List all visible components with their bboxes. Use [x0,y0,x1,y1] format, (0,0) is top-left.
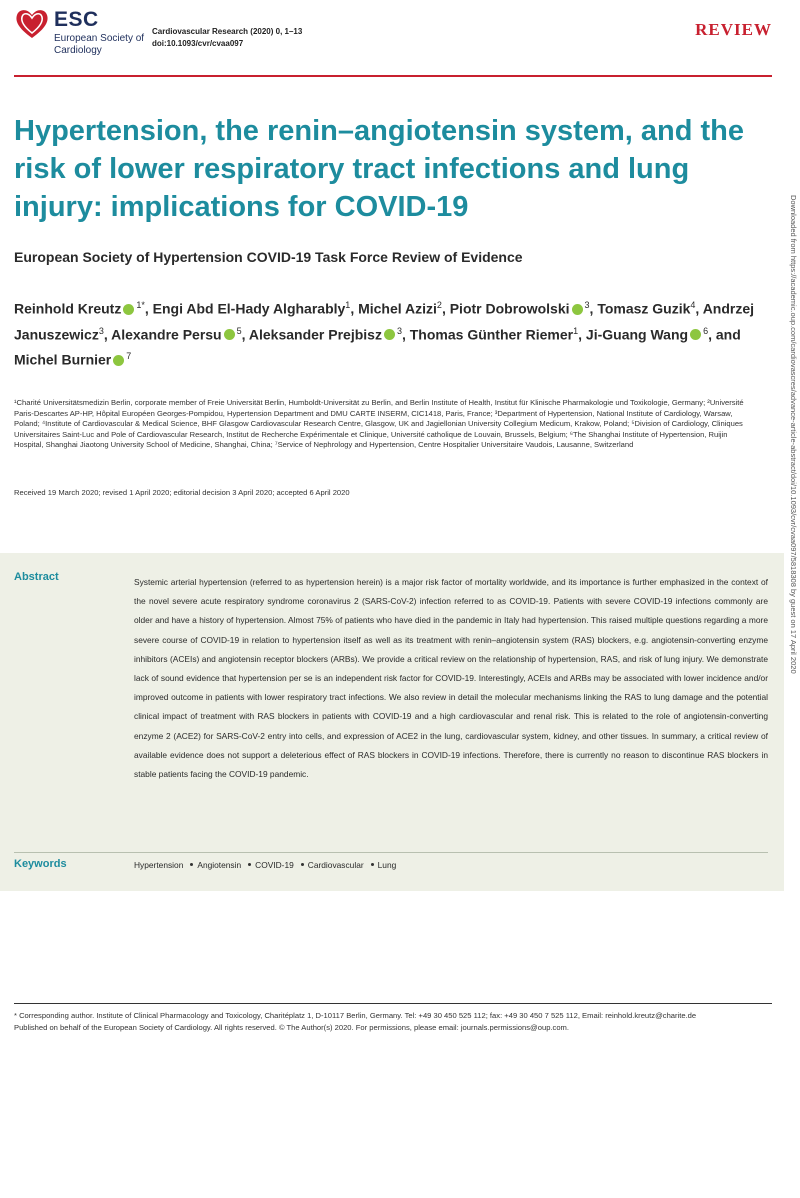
affiliation-marker: 2 [436,300,442,310]
header-divider [14,75,772,77]
author-name[interactable]: Engi Abd El-Hady Algharably [152,300,346,317]
keywords-list [134,860,400,870]
author-name[interactable]: Thomas Günther Riemer [409,326,574,343]
article-title: Hypertension, the renin–angiotensin system, and the risk of lower respiratory tract infections and lung injury: implications for COVID-19 [14,115,744,223]
journal-info [152,26,302,50]
affiliation-marker: 6 [703,325,709,336]
author-name[interactable]: Reinhold Kreutz [14,300,122,317]
author-name[interactable]: Michel Burnier [14,351,112,368]
footnotes [14,1010,772,1033]
affiliation-marker: 1* [136,300,145,310]
publisher-note: Published on behalf of the European Society of Cardiology. All rights reserved. © The Author(s) 2020. For permissions, please email: journals.permissions@oup.com. [14,1022,569,1032]
keywords-divider [14,852,768,853]
author-name[interactable]: Andrzej Januszewicz [14,300,755,343]
affiliation-marker: 5 [236,325,242,336]
orcid-icon[interactable] [123,304,134,315]
keyword-item: Hypertension [134,860,184,870]
affiliation-marker: 3 [98,325,104,336]
orcid-icon[interactable] [224,329,235,340]
author-separator: , [695,300,700,317]
orcid-icon[interactable] [384,329,395,340]
author-separator: , [103,326,108,343]
journal-doi[interactable]: doi:10.1093/cvr/cvaa097 [152,39,244,48]
keyword-item: COVID-19 [255,860,294,870]
affiliation-marker: 1 [345,300,351,310]
author-name[interactable]: Tomasz Guzik [597,300,691,317]
section-tag: REVIEW [695,20,772,39]
keyword-item: Cardiovascular [307,860,364,870]
journal-citation: Cardiovascular Research (2020) 0, 1–13 [152,27,303,36]
author-separator: , [350,300,355,317]
orcid-icon[interactable] [690,329,701,340]
author-separator: , [578,326,583,343]
affiliation-marker: 1 [573,325,579,336]
affiliation-marker: 3 [396,325,402,336]
author-separator: , [144,300,149,317]
article-dates: Received 19 March 2020; revised 1 April 2020; editorial decision 3 April 2020; accepted 6 April 2020 [14,488,350,497]
abstract-label: Abstract [14,571,59,583]
author-list [14,294,756,371]
abstract-text: Systemic arterial hypertension (referred to as hypertension herein) is a major risk factor of mortality worldwide, and its importance is further emphasized in the context of the novel severe acute respiratory syndrome coronavirus 2 (SARS-CoV-2) infection referred to as COVID-19. Patients with severe COVID-19 infections commonly are older and have a history of hypertension. Almost 75% of patients who have died in the pandemic in Italy had hypertension. This raised multiple questions regarding a more severe course of COVID-19 in relation to hypertension itself as well as its treatment with renin–angiotensin system (RAS) blockers, e.g. angiotensin-converting enzyme inhibitors (ACEIs) and angiotensin receptor blockers (ARBs). We provide a critical review on the relationship of hypertension, RAS, and risk of lung injury. We demonstrate lack of sound evidence that hypertension per se is an independent risk factor for COVID-19. Interestingly, ACEIs and ARBs may be associated with lower incidence and/or improved outcome in patients with lower respiratory tract infections. We also review in detail the molecular mechanisms linking the RAS to lung damage and the potential clinical impact of treatment with RAS blockers in patients with COVID-19 and a high cardiovascular and renal risk. This is related to the role of angiotensin-converting enzyme 2 (ACE2) for SARS-CoV-2 entry into cells, and expression of ACE2 in the lung, cardiovascular system, kidney, and other tissues. In summary, a critical review of available evidence does not support a deleterious effect of RAS blockers in COVID-19 infections. Therefore, there is currently no reason to discontinue RAS blockers in stable patients facing the COVID-19 pandemic. [134,577,768,780]
author-separator: , [441,300,446,317]
keywords-label: Keywords [14,858,67,870]
keyword-bullet-icon [248,863,251,866]
keyword-bullet-icon [371,863,374,866]
author-name[interactable]: Piotr Dobrowolski [449,300,570,317]
corresponding-author: * Corresponding author. Institute of Clinical Pharmacology and Toxicology, Charitéplatz 1, D-10117 Berlin, Germany. Tel: +49 30 450 525 112; fax: +49 30 450 7 525 112, Email: reinhold.kreutz@charite.de [14,1011,697,1020]
affiliation-marker: 7 [126,351,132,362]
affiliation-marker: 4 [690,300,696,310]
author-separator: , [589,300,594,317]
keyword-bullet-icon [190,863,193,866]
orcid-icon[interactable] [113,355,124,366]
page-header [14,6,772,76]
author-name[interactable]: Alexandre Persu [111,326,222,343]
affiliation-marker: 3 [584,300,590,310]
affiliations: ¹Charité Universitätsmedizin Berlin, corporate member of Freie Universität Berlin, Humboldt-Universität zu Berlin, and Berlin Institute of Health, Institut für Klinische Pharmakologie und Toxikologie, Germany; ²Université Paris-Descartes AP-HP, Hôpital Européen Georges-Pompidou, Hypertension Department and DMU CARTE INSERM, CIC1418, Paris, France; ³Department of Hypertension, National Institute of Cardiology, Warsaw, Poland; ⁴Institute of Cardiovascular & Medical Science, BHF Glasgow Cardiovascular Research Centre, Glasgow, UK and Jagiellonian University Collegium Medicum, Krakow, Poland; ⁵Division of Cardiology, Cliniques Universitaires Saint-Luc and Pole of Cardiovascular Research, Institut de Recherche Expérimentale et Clinique, Université catholique de Louvain, Brussels, Belgium; ⁶The Shanghai Institute of Hypertension, Ruijin Hospital, Shanghai Jiaotong University School of Medicine, Shanghai, China; ⁷Service of Nephrology and Hypertension, Centre Hospitalier Universitaire Vaudois, Lausanne, Switzerland [14,398,744,450]
keyword-item: Angiotensin [197,860,242,870]
author-name[interactable]: Aleksander Prejbisz [248,326,382,343]
esc-logo [14,6,154,68]
footnote-divider [14,1003,772,1004]
keyword-bullet-icon [301,863,304,866]
author-name[interactable]: Ji-Guang Wang [585,326,689,343]
download-notice: Downloaded from https://academic.oup.com/cardiovascres/advance-article-abstract/doi/10.1093/cvr/cvaa097/5818308 by guest on 17 April 2020 [789,195,798,674]
article-subtitle: European Society of Hypertension COVID-19 Task Force Review of Evidence [14,249,523,265]
orcid-icon[interactable] [572,304,583,315]
heart-logo-icon [14,6,50,42]
author-separator: , and [708,326,741,343]
author-separator: , [241,326,246,343]
author-name[interactable]: Michel Azizi [358,300,437,317]
logo-text: ESC [54,8,99,31]
keyword-item: Lung [377,860,397,870]
logo-subtitle: European Society of Cardiology [54,33,145,56]
author-separator: , [401,326,406,343]
